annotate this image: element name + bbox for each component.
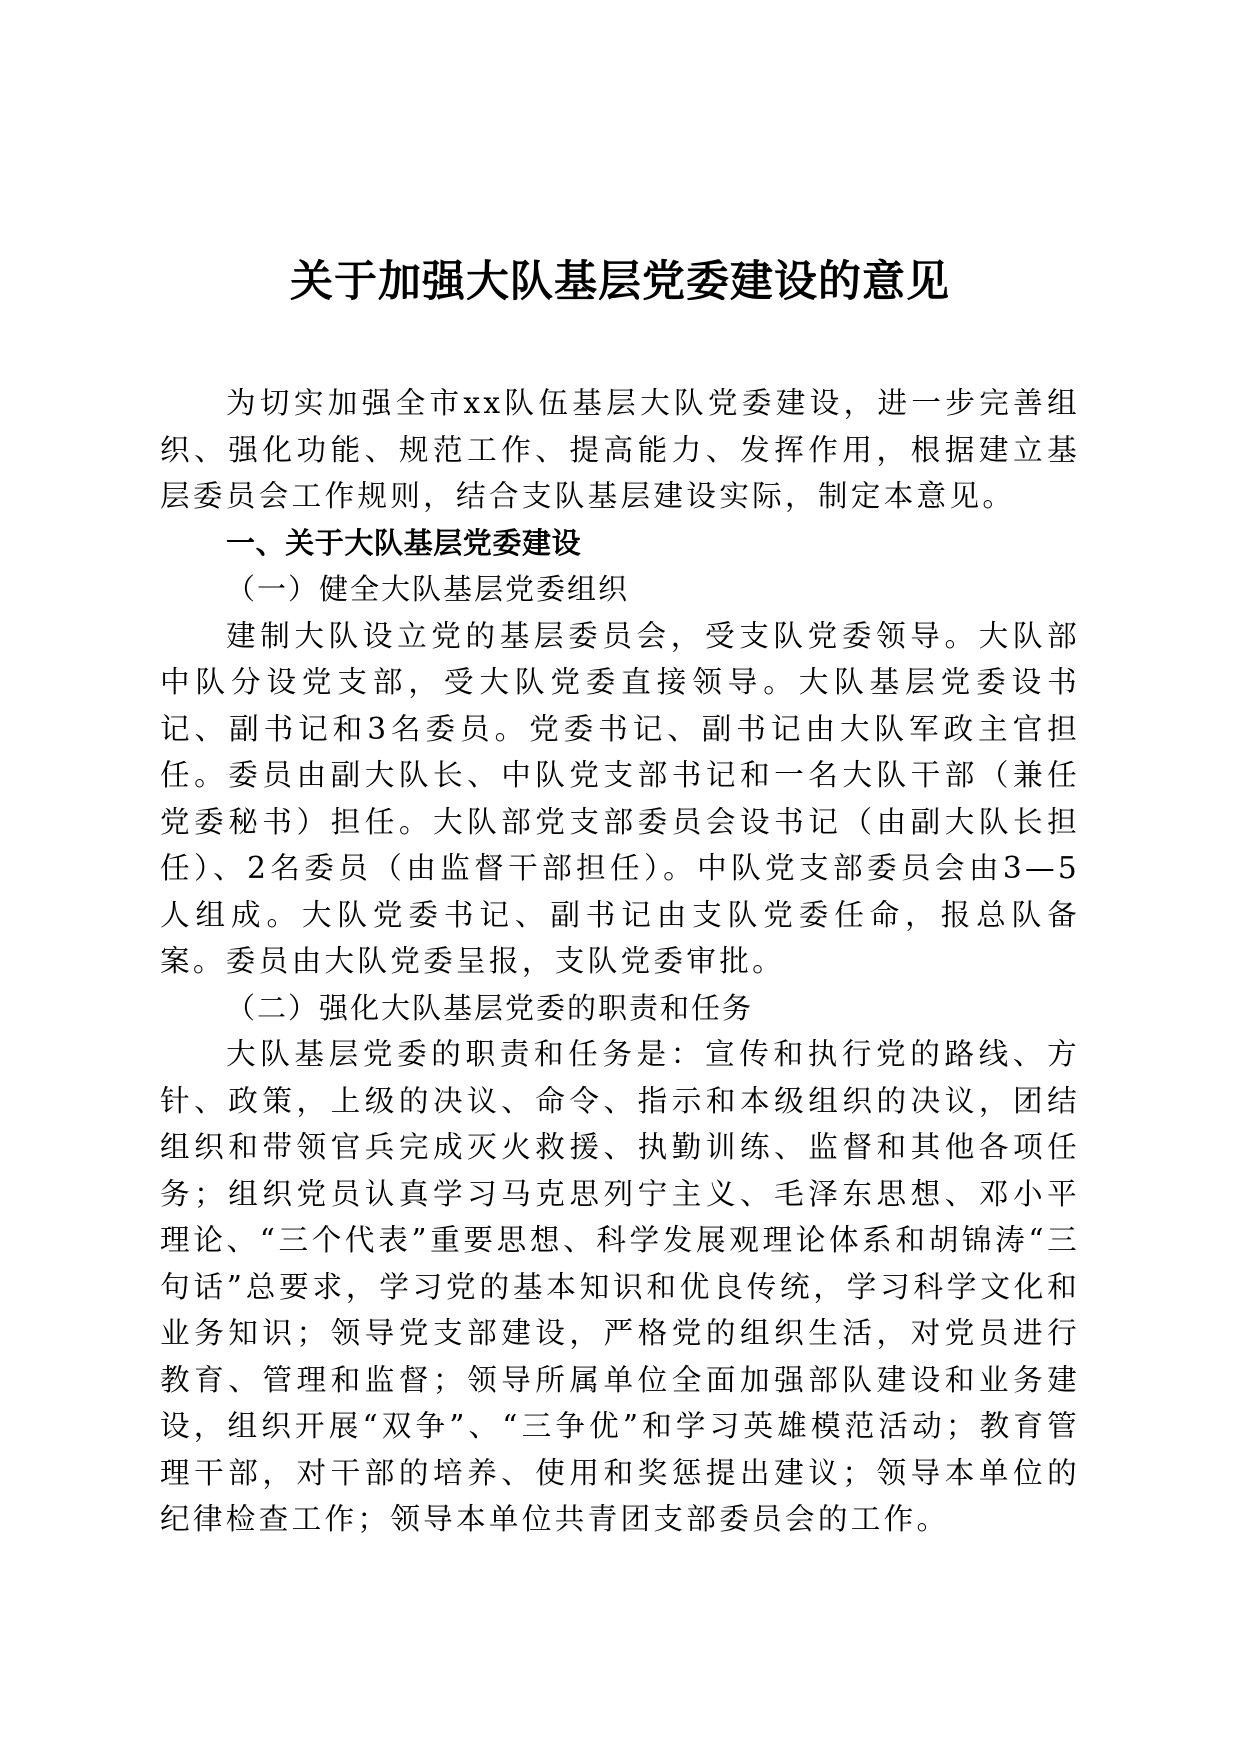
subsection-heading-2: （二）强化大队基层党委的职责和任务 — [226, 990, 754, 1025]
document-title: 关于加强大队基层党委建设的意见 — [290, 257, 950, 307]
section-heading: 一、关于大队基层党委建设 — [226, 525, 582, 560]
subsection-heading-1: （一）健全大队基层党委组织 — [226, 572, 630, 606]
subsection-paragraph-1: 建制大队设立党的基层委员会，受支队党委领导。大队部中队分设党支部，受大队党委直接领导。大队基层党委设书记、副书记和3名委员。党委书记、副书记由大队军政主官担任。委员由副大队长、中队党支部书记和一名大队干部（兼任党委秘书）担任。大队部党支部委员会设书记（由副大队长担任）、2名委员（由监督干部担任）。中队党支部委员会由3—5人组成。大队党委书记、副书记由支队党委任命，报总队备案。委员由大队党委呈报，支队党委审批。 — [160, 618, 1080, 978]
intro-paragraph: 为切实加强全市xx队伍基层大队党委建设，进一步完善组织、强化功能、规范工作、提高能力、发挥作用，根据建立基层委员会工作规则，结合支队基层建设实际，制定本意见。 — [160, 386, 1080, 513]
subsection-paragraph-2: 大队基层党委的职责和任务是：宣传和执行党的路线、方针、政策，上级的决议、命令、指示和本级组织的决议，团结组织和带领官兵完成灭火救援、执勤训练、监督和其他各项任务；组织党员认真学习马克思列宁主义、毛泽东思想、邓小平理论、“三个代表”重要思想、科学发展观理论体系和胡锦涛“三句话”总要求，学习党的基本知识和优良传统，学习科学文化和业务知识；领导党支部建设，严格党的组织生活，对党员进行教育、管理和监督；领导所属单位全面加强部队建设和业务建设，组织开展“双争”、“三争优”和学习英雄模范活动；教育管理干部，对干部的培养、使用和奖惩提出建议；领导本单位的纪律检查工作；领导本单位共青团支部委员会的工作。 — [160, 1037, 1080, 1536]
document-body — [160, 380, 1080, 1543]
